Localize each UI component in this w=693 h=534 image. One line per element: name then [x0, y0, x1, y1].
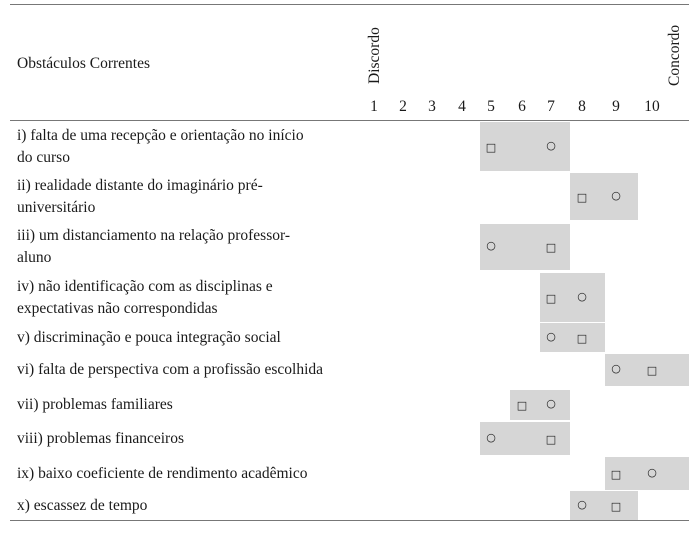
circle-marker: ○: [611, 188, 621, 202]
scale-number: 6: [518, 98, 526, 115]
row-label: x) escassez de tempo: [17, 496, 148, 514]
row-label: iv) não identificação com as disciplinas e: [17, 277, 273, 295]
square-marker: □: [485, 140, 497, 154]
scale-number: 3: [428, 98, 436, 115]
row-label: expectativas não correspondidas: [17, 299, 218, 317]
row-label: iii) um distanciamento na relação professor-: [17, 227, 290, 244]
square-marker: □: [610, 467, 622, 481]
row-label: universitário: [17, 198, 96, 216]
scale-number: 7: [547, 98, 555, 115]
top-rule: [10, 4, 689, 5]
row-label: v) discriminação e pouca integração social: [17, 328, 281, 346]
row-label: aluno: [17, 249, 52, 266]
scale-number: 5: [487, 98, 495, 115]
row-label: ii) realidade distante do imaginário pré-: [17, 176, 263, 194]
row-label: ix) baixo coeficiente de rendimento acadêmico: [17, 464, 308, 482]
scale-number: 9: [612, 98, 620, 115]
circle-marker: ○: [486, 430, 496, 444]
row-label: do curso: [17, 148, 70, 166]
scale-number: 2: [399, 98, 407, 115]
table-header-title: Obstáculos Correntes: [17, 55, 151, 72]
circle-marker: ○: [486, 239, 496, 252]
square-marker: □: [545, 241, 557, 254]
circle-marker: ○: [611, 362, 621, 375]
circle-marker: ○: [647, 465, 657, 479]
header-rule: [10, 120, 689, 121]
scale-right-anchor: Concordo: [666, 24, 683, 86]
square-marker: □: [646, 364, 658, 377]
square-marker: □: [545, 432, 557, 446]
circle-marker: ○: [546, 138, 556, 152]
circle-marker: ○: [546, 329, 556, 343]
square-marker: □: [545, 291, 557, 305]
circle-marker: ○: [577, 497, 587, 511]
row-label: viii) problemas financeiros: [17, 429, 185, 447]
square-marker: □: [576, 190, 588, 204]
square-marker: □: [516, 399, 528, 412]
circle-marker: ○: [577, 289, 587, 303]
square-marker: □: [610, 499, 622, 513]
square-marker: □: [576, 331, 588, 345]
scale-number: 8: [578, 98, 586, 115]
scale-left-anchor: Discordo: [366, 27, 383, 84]
circle-marker: ○: [546, 397, 556, 410]
scale-number: 1: [370, 98, 378, 115]
bottom-rule: [10, 520, 689, 521]
row-label: vii) problemas familiares: [17, 396, 173, 413]
row-label: vi) falta de perspectiva com a profissão escolhida: [17, 361, 324, 378]
scale-number: 10: [644, 98, 660, 115]
row-label: i) falta de uma recepção e orientação no início: [17, 126, 304, 144]
scale-number: 4: [458, 98, 466, 115]
